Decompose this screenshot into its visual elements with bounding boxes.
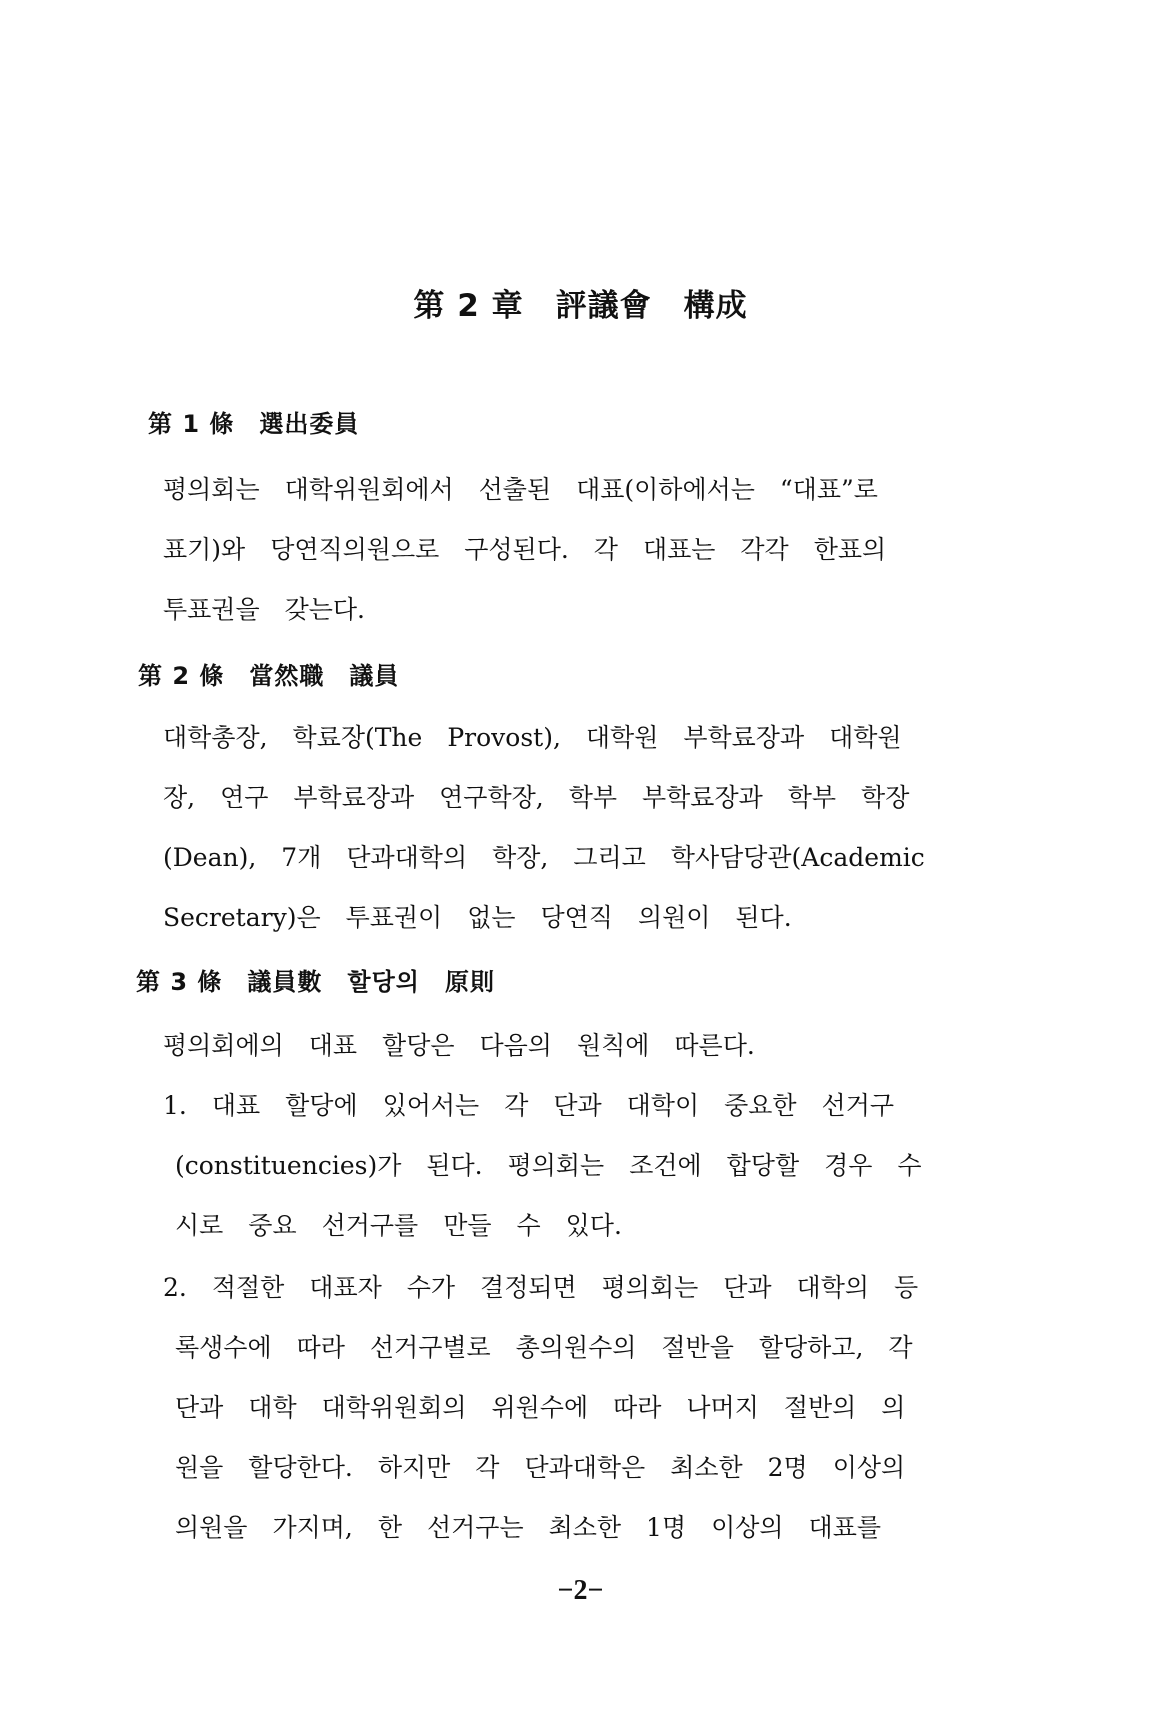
article-2-line-4: Secretary)은 투표권이 없는 당연직 의원이 된다. xyxy=(163,903,792,932)
article-3-line-8: 원을 할당한다. 하지만 각 단과대학은 최소한 2명 이상의 xyxy=(175,1453,906,1482)
chapter-title: 第 2 章 評議會 構成 xyxy=(413,288,748,324)
article-1-line-1: 평의회는 대학위원회에서 선출된 대표(이하에서는 “대표”로 xyxy=(163,475,878,504)
article-1-line-3: 투표권을 갖는다. xyxy=(163,595,365,624)
page-number: −2− xyxy=(557,1575,604,1606)
article-3-line-4: 시로 중요 선거구를 만들 수 있다. xyxy=(175,1211,622,1240)
article-1-heading: 第 1 條 選出委員 xyxy=(148,410,360,438)
article-2-line-1: 대학총장, 학료장(The Provost), 대학원 부학료장과 대학원 xyxy=(163,723,902,752)
article-3-line-9: 의원을 가지며, 한 선거구는 최소한 1명 이상의 대표를 xyxy=(175,1513,882,1542)
article-2-line-3: (Dean), 7개 단과대학의 학장, 그리고 학사담당관(Academic xyxy=(163,843,925,872)
article-3-heading: 第 3 條 議員數 할당의 原則 xyxy=(136,968,495,996)
article-3-line-7: 단과 대학 대학위원회의 위원수에 따라 나머지 절반의 의 xyxy=(175,1393,906,1422)
article-2-heading: 第 2 條 當然職 議員 xyxy=(138,662,400,690)
article-2-line-2: 장, 연구 부학료장과 연구학장, 학부 부학료장과 학부 학장 xyxy=(163,783,910,812)
article-1-line-2: 표기)와 당연직의원으로 구성된다. 각 대표는 각각 한표의 xyxy=(163,535,887,564)
article-3-line-2: 1. 대표 할당에 있어서는 각 단과 대학이 중요한 선거구 xyxy=(163,1091,895,1120)
article-3-line-1: 평의회에의 대표 할당은 다음의 원칙에 따른다. xyxy=(163,1031,755,1060)
article-3-line-5: 2. 적절한 대표자 수가 결정되면 평의회는 단과 대학의 등 xyxy=(163,1273,919,1302)
article-3-line-3: (constituencies)가 된다. 평의회는 조건에 합당할 경우 수 xyxy=(175,1151,922,1180)
article-3-line-6: 록생수에 따라 선거구별로 총의원수의 절반을 할당하고, 각 xyxy=(175,1333,913,1362)
